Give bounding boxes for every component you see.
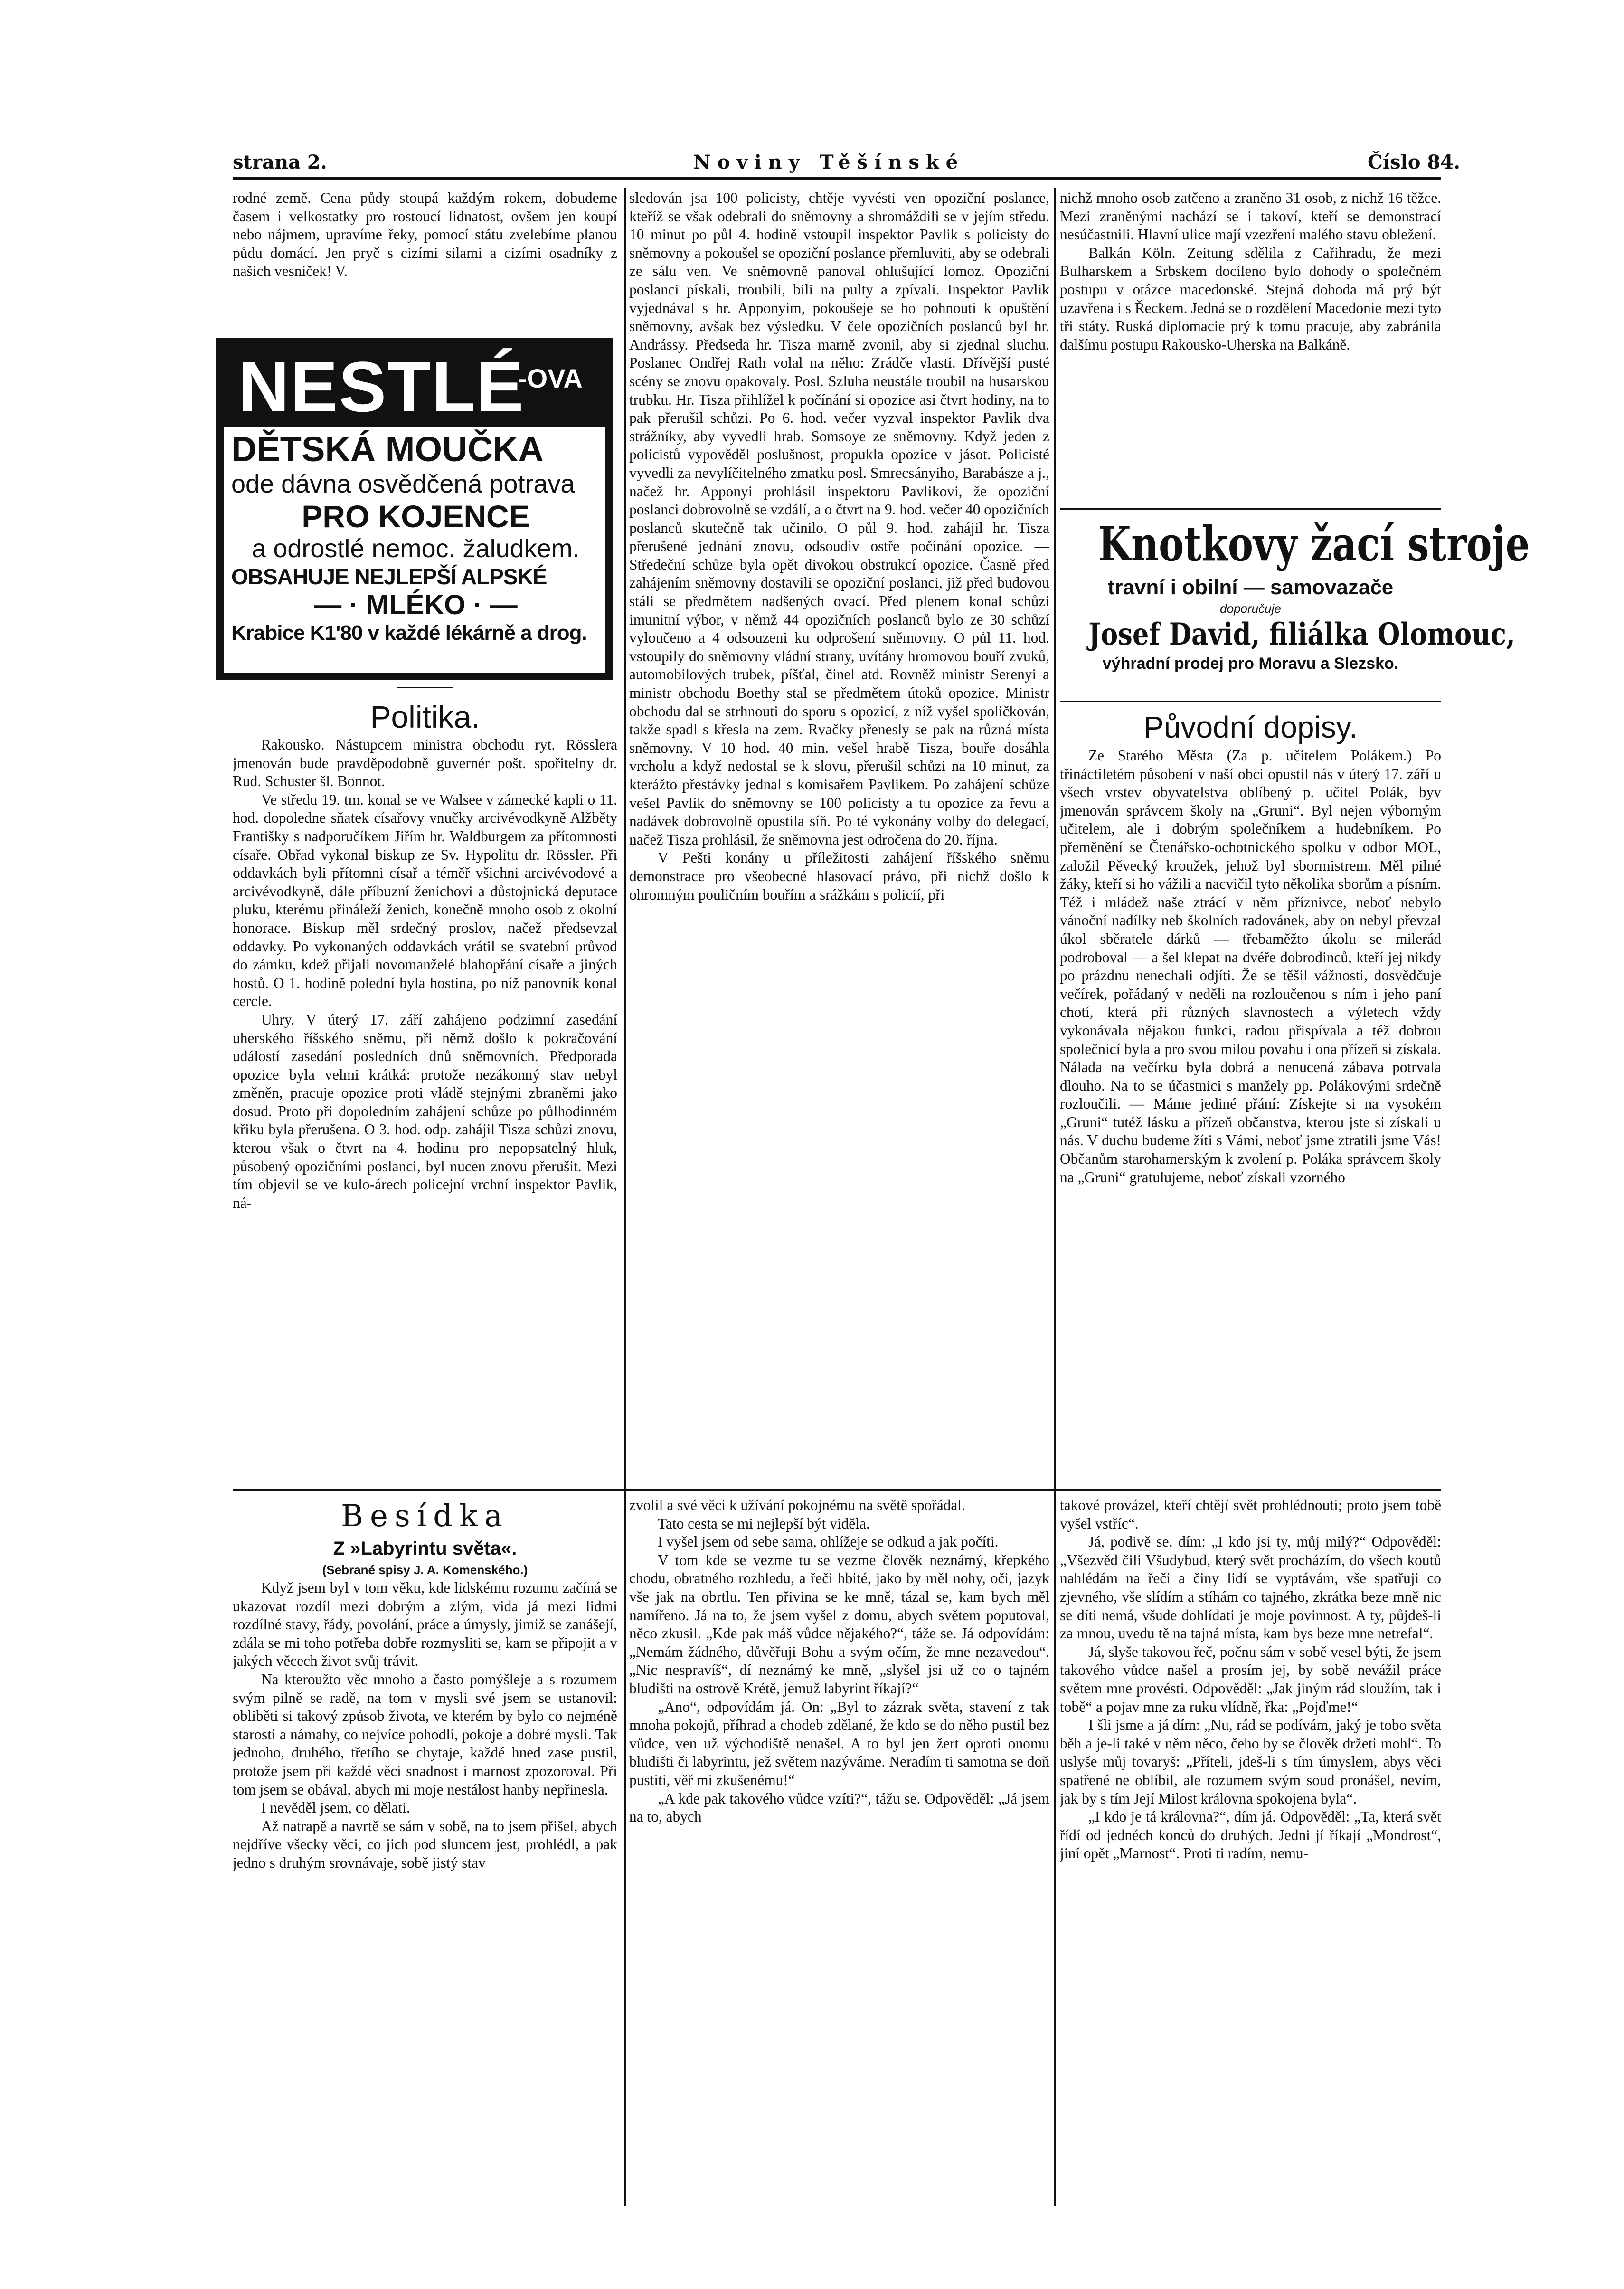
nestle-brand: NESTLÉ: [238, 347, 525, 427]
masthead-title: Noviny Těšínské: [693, 151, 965, 173]
paragraph: Až natrapě a navrtě se sám v sobě, na to jsem přišel, abych nejdříve všecky věci, co jich pod sluncem jest, prohlédl, a pak jedno s druhým srovnávaje, sobě jistý stav: [233, 1817, 617, 1871]
paragraph: Já, slyše takovou řeč, počnu sám v sobě vesel býti, že jsem takového vůdce našel a prosím jej, by sobě nevážil práce světem mne provésti. Odpověděl: „Jak jiným rád sloužím, tak i tobě“ a pojav mne za ruku vlídně, řka: „Pojďme!“: [1060, 1643, 1441, 1715]
nestle-suffix: -OVA: [518, 363, 583, 393]
column-divider: [624, 188, 626, 2206]
ad-top-rule: [1060, 508, 1441, 510]
nestle-line: OBSAHUJE NEJLEPŠÍ ALPSKÉ: [231, 564, 547, 589]
puvodni-dopisy-section: [1060, 708, 1441, 1484]
paragraph: V Pešti konány u příležitosti zahájení říšského sněmu demonstrace pro všeobecné hlasovací právo, při nichž došlo k ohromným pouličním bouřím a srážkám s policií, při: [629, 849, 1049, 903]
knotek-title: Knotkovy žací stroje: [1098, 516, 1530, 572]
column-3-top: [1060, 189, 1441, 512]
paragraph: I vyšel jsem od sebe sama, ohlížeje se odkud a jak počíti.: [658, 1533, 999, 1550]
paragraph: „I kdo je tá královna?“, dím já. Odpověděl: „Ta, která svět řídí od jednéch konců do druhých. Jedni jí říkají „Mondrost“, jiní opět „Marnost“. Proti ti radím, nemu-: [1060, 1808, 1441, 1862]
paragraph: Na kteroužto věc mnoho a často pomýšleje a s rozumem svým pilně se radě, na tom v mysli své jsem se ustanovil: obliběti si takový způsob života, ve kterém by bylo co nejméně starosti a námahy, co nejvíce pohodlí, pokoje a dobré mysli. Tak jednoho, druhého, třetího se chytaje, každé hned zase pustil, protože jsem při každé věci snadnost i marnost zpozoroval. Při tom jsem se obával, abych mi moje nestálost hanby nepřinesla.: [233, 1671, 617, 1798]
knotek-line: travní i obilní — samovazače: [1107, 576, 1394, 599]
column-2-bottom: [629, 1496, 1049, 2199]
besidka-byline: (Sebrané spisy J. A. Komenského.): [322, 1563, 528, 1577]
paragraph: zvolil a své věci k užívání pokojnému na světě spořádal.: [629, 1497, 965, 1513]
nestle-line: Krabice K1'80 v každé lékárně a drog.: [231, 621, 587, 645]
nestle-line: a odrostlé nemoc. žaludkem.: [252, 534, 580, 563]
paragraph: rodné země. Cena půdy stoupá každým rokem, dobudeme časem i velkostatky pro rostoucí lidnatost, ovšem jen koupí nebo nájmem, upravíme řeky, pomocí státu zvelebíme planou půdu domácí. Jen pryč s cizími silami a cizími osadníky z našich vesniček! V.: [233, 190, 617, 280]
politika-section: [233, 684, 617, 1482]
paragraph: I nevěděl jsem, co dělati.: [261, 1799, 410, 1816]
page-number: strana 2.: [233, 151, 327, 173]
section-divider: [397, 687, 453, 688]
header-rule: [233, 177, 1441, 180]
paragraph: nichž mnoho osob zatčeno a zraněno 31 osob, z nichž 16 těžce. Mezi zraněnými nachází se i takoví, kteří se demonstrací nesúčastnili. Hlavní ulice mají vzezření malého stavu obležení.: [1060, 190, 1441, 243]
knotek-line: Josef David, filiálka Olomouc,: [1088, 617, 1515, 652]
paragraph: V tom kde se vezme tu se vezme člověk neznámý, křepkého chodu, obratného rozhledu, a řeči hbité, jako by měl nohy, oči, jazyk vše jak na obrtlu. Ten přivina se ke mně, tázal se, kam bych měl namířeno. Já na to, že jsem vyšel z domu, abych světem poputoval, něco zkusil. „Kde pak máš vůdce nějakého?“, táže se. Já odpovídám: „Nemám žádného, důvěřuji Bohu a svým očím, že mne nezavedou“. „Nic nespravíš“, dí neznámý ke mně, „slyšel jsi už co o tajném bludišti na ostrově Krétě, jemuž labyrint říkají?“: [629, 1551, 1049, 1697]
ad-bottom-rule: [1060, 701, 1441, 702]
column-2-top: [629, 189, 1049, 1483]
knotek-advertisement: [1060, 513, 1530, 703]
paragraph: Když jsem byl v tom věku, kde lidskému rozumu začíná se ukazovat rozdíl mezi dobrým a zlým, vida já mezi lidmi rozdílné stavy, řády, povolání, práce a úmysly, jimiž se zanášejí, zdála se mi toho potřeba dobře rozmysliti se, kam se připojit a v jakých věcech život svůj trávit.: [233, 1579, 617, 1670]
nestle-line: DĚTSKÁ MOUČKA: [231, 429, 544, 469]
feuilleton-rule: [233, 1489, 1441, 1491]
besidka-heading: Besídka: [340, 1499, 510, 1534]
nestle-line: PRO KOJENCE: [302, 499, 530, 534]
besidka-section: [233, 1496, 617, 2199]
paragraph: Ve středu 19. tm. konal se ve Walsee v zámecké kapli o 11. hod. dopoledne sňatek císařovy vnučky arcivévodkyně Alžběty Františky s nadporučíkem Jiřím hr. Waldburgem za přítomnosti císaře. Obřad vykonal biskup ze Sv. Hypolitu dr. Rössler. Při oddavkách byli přítomni císař a téměř všichni arcivévodové a arcivévodkyně, dále příbuzní ženichovi a důstojnická deputace pluku, kterému přináleží ženich, konečně mnoho osob z okolní honorace. Biskup měl srdečný proslov, načež předsevzal oddavky. Po vykonaných oddavkách vrátil se svatební průvod do zámku, kdež přijali novomanželé blahopřání císaře a jiných hostů. O 1. hodině polední byla hostina, po níž panovník konal cercle.: [233, 791, 617, 1010]
paragraph: Tato cesta se mi nejlepší být viděla.: [658, 1515, 870, 1532]
column-1-top: [233, 189, 617, 327]
nestle-line: — · MLÉKO · —: [314, 589, 518, 620]
paragraph: Já, podivě se, dím: „I kdo jsi ty, můj milý?“ Odpověděl: „Všezvěd čili Všudybud, který svět procházím, do všech koutů nahlédám na řeči a činy lidí se vyptávám, vše spatřuji co zjevného, vše slídím a stíhám co tajného, zkrátka beze mně nic se díti nemá, všude dohlídati je moje povinnost. A ty, půjdeš-li za mnou, uvedu tě na tajná místa, kam bys beze mne netrefal“.: [1060, 1533, 1441, 1642]
politika-heading: Politika.: [370, 699, 480, 734]
paragraph: Uhry. V úterý 17. září zahájeno podzimní zasedání uherského říšského sněmu, při němž došlo k pokračování událostí zasedání posledních dnů sněmovních. Předporada opozice byla velmi krátká: protože nezákonný stav nebyl změněn, pracuje opozice proti vládě stejnými zbraněmi jako dosud. Proto při dopoledním zahájení schůze po půlhodinném křiku byla přerušena. O 3. hod. odp. zahájil Tisza schůzi znovu, kterou však o čtvrt na 4. hodinu pro nepopsatelný hluk, působený opozičními poslanci, byl nucen znovu přerušit. Mezi tím objevil se ve kulo-árech policejní vrchní inspektor Pavlik, ná-: [233, 1011, 617, 1211]
paragraph: „A kde pak takového vůdce vzíti?“, tážu se. Odpověděl: „Já jsem na to, abych: [629, 1790, 1049, 1825]
paragraph: Balkán Köln. Zeitung sdělila z Cařihradu, že mezi Bulharskem a Srbskem docíleno bylo dohody o společném postupu v otázce macedonské. Stejná dohoda má prý být uzavřena i s Řeckem. Jedná se o rozdělení Macedonie mezi tyto tři státy. Ruská diplomacie prý k tomu pracuje, aby zabránila dalšímu postupu Rakousko-Uherska na Balkáně.: [1060, 244, 1441, 353]
puvodni-heading: Původní dopisy.: [1143, 710, 1358, 744]
paragraph: „Ano“, odpovídám já. On: „Byl to zázrak světa, stavení z tak mnoha pokojů, příhrad a chodeb zdělané, že kdo se do něho pustil bez vůdce, ven už východiště nenašel. A to byl jen žert oproti onomu bludišti či labyrintu, jež světem nazýváme. Neradím ti samotna se doň pustiti, věř mi zkušenému!“: [629, 1698, 1049, 1788]
paragraph: takové provázel, kteří chtějí svět prohlédnouti; proto jsem tobě vyšel vstříc“.: [1060, 1497, 1441, 1532]
paragraph: Rakousko. Nástupcem ministra obchodu ryt. Rösslera jmenován bude pravděpodobně guvernér pošt. spořitelny dr. Rud. Schuster šl. Bonnot.: [233, 736, 617, 790]
besidka-subtitle: Z »Labyrintu světa«.: [333, 1538, 517, 1559]
paragraph: I šli jsme a já dím: „Nu, rád se podívám, jaký je tobo světa běh a je-li také v něm něco, čeho by se člověk držeti mohl“. To uslyše můj tovaryš: „Příteli, jdeš-li s tím úmyslem, abys věci spatřené ne oblíbil, ale rozumem svým soud pronášel, nevím, jak by s tím Její Milost královna spokojena byla“.: [1060, 1717, 1441, 1807]
knotek-line: výhradní prodej pro Moravu a Slezsko.: [1102, 655, 1399, 673]
knotek-line: doporučuje: [1220, 601, 1281, 616]
nestle-advertisement: [216, 338, 613, 680]
column-divider: [1054, 188, 1056, 2206]
column-3-bottom: [1060, 1496, 1441, 2199]
paragraph: sledován jsa 100 policisty, chtěje vyvésti ven opoziční poslance, kteříž se však odebrali do sněmovny a shromáždili se v jejím středu. 10 minut po půl 4. hodině vstoupil inspektor Pavlik s policisty do sněmovny a pokoušel se opoziční poslance přemluviti, aby se odebrali ze sálu ven. Ve sněmovně panoval ohlušující lomoz. Opoziční poslanci pískali, troubili, bili na pulty a zpívali. Inspektor Pavlik vyjednával s hr. Apponyim, pokoušeje se ho pohnouti k opuštění sněmovny, avšak bez výsledku. V čele opozičních poslanců byl hr. Andrássy. Předseda hr. Tisza marně zvonil, aby si zjednal sluchu. Poslanec Ondřej Rath volal na něho: Zrádče vlasti. Dřívější pusté scény se znovu opakovaly. Posl. Szluha neustále troubil na husarskou trubku. Hr. Tisza přihlížel k počínání si opozice asi čtvrt hodiny, na to pak přerušil schůzi. Po 6. hod. večer vyzval inspektor Pavlik dva strážníky, aby vyvedli hrab. Somsoye ze sněmovny. Když jeden z policistů vypověděl poslušnost, propukla opozice v jásot. Policisté vyvedli za nevylíčitelného zmatku posl. Smrecsányiho, Barabásze a j., načež hr. Apponyi prohlásil inspektoru Pavlikovi, že opoziční poslanci dobrovolně se vzdálí, a o čtvrt na 9. hod. večer 40 opozičních poslanců skutečně tak učinilo. O půl 9. hod. zahájil hr. Tisza přerušené jednání znovu, odsoudiv ostře počínání opozice. — Středeční schůze byla opět divokou obstrukcí opozice. Časně před zahájením sněmovny dostavili se opoziční poslanci, již před budovou stáli se předmětem nadšených ovací. Před plenem konal schůzi imunitní výbor, v němž 44 opozičních poslanců bylo ze 30 schůzí vyloučeno a 4 odsouzeni ku odprošení sněmovny. O půl 11. hod. vstoupily do sněmovny vládní strany, uvítány hromovou bouří zvuků, automobilových trubek, píšťal, činel atd. Rovněž ministr Serenyi a ministr obchodu Boethy stal se předmětem útoků opozice. Ministr obchodu dal se strhnouti do sporu s opozicí, z níž vyšel spoličkován, takže spadl s křesla na zem. Rvačky přenesly se pak na různá místa sněmovny. V 10 hod. 40 min. vešel hrabě Tisza, bouře dosáhla vrcholu a když nedostal se k slovu, přerušil schůzi na 10 minut, za kterážto přestávky jednal s komisařem Pavlikem. Po zahájení schůze vešel Pavlik do sněmovny se 100 policisty a tu opozice za řevu a nadávek dobrovolně opustila síň. Po té vykonány volby do delegací, načež Tisza prohlásil, že sněmovna jest odročena do 20. října.: [629, 190, 1049, 848]
nestle-line: ode dávna osvědčená potrava: [231, 470, 575, 498]
paragraph: Ze Starého Města (Za p. učitelem Polákem.) Po třináctiletém působení v naší obci opustil nás v úterý 17. září u všech vrstev obyvatelstva oblíbený p. učitel Polák, byv jmenován správcem školy na „Gruni“. Byl nejen výborným učitelem, ale i dobrým společníkem a hudebníkem. Po přeměnění se Čtenářsko-ochotnického spolku v odbor MOL, založil Pěvecký kroužek, jehož byl sbormistrem. Měl pilné žáky, kteří si ho vážili a nacvičil tyto několika sborům a písním. Též i mládež naše ztrácí v něm příznivce, neboť nebylo vánoční nadílky neb školních radovánek, aby on nebyl převzal úkol sběratele dárků — třebaměžto úkolu se milerád podroboval — a šel klepat na dvéře dobrodinců, kteří jej nikdy po prázdnu nenechali odjíti. Že se těšil vážnosti, dosvědčuje večírek, pořádaný v neděli na rozloučenou s ním i jeho paní chotí, která při různých slavnostech a výletech vždy vykonávala nějakou funkci, radou přispívala a též dobrou společnicí byla a pro svou milou povahu i ona přízeň si získala. Nálada na večírku byla dobrá a nenucená zábava potrvala dlouho. Na to se účastnici s manžely pp. Polákovými srdečně rozloučili. — Máme jediné přání: Získejte si na vysokém „Gruni“ tutéž lásku a přízeň občanstva, kterou jste si získali u nás. V duchu budeme žíti s Vámi, neboť jsme ztratili jsme Vás! Občanům starohamerským k zvolení p. Poláka správcem školy na „Gruni“ gratulujeme, neboť získali vzorného: [1060, 747, 1441, 1186]
issue-number: Číslo 84.: [1368, 151, 1460, 173]
